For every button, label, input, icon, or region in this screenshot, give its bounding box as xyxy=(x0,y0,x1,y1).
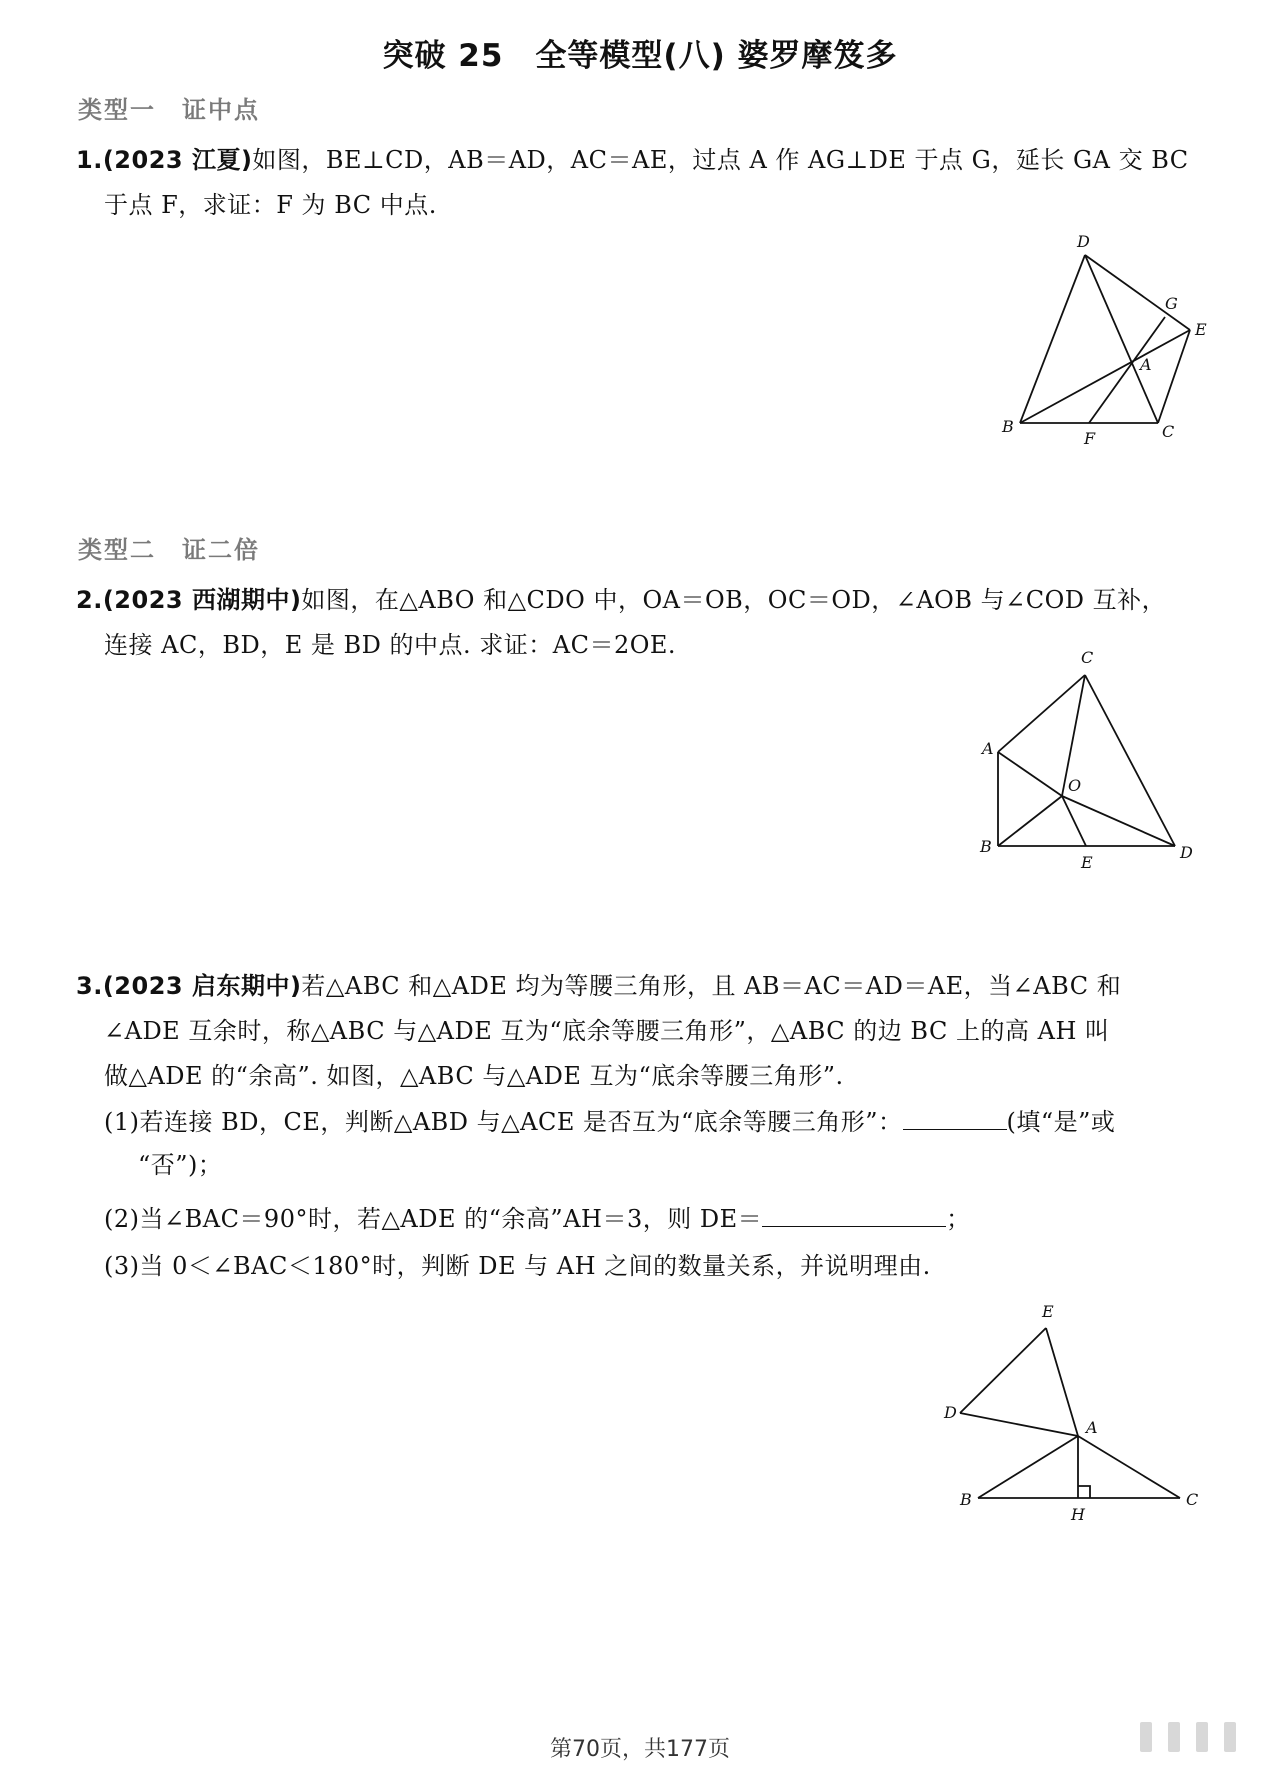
label-B: B xyxy=(960,1490,972,1509)
label-D: D xyxy=(1077,232,1090,251)
label-F: F xyxy=(1084,429,1096,448)
q3-part1-blank[interactable] xyxy=(903,1107,1007,1130)
q2-source: (2023 西湖期中) xyxy=(102,586,302,614)
seg-BE xyxy=(1020,330,1190,423)
seg-AO xyxy=(998,752,1062,796)
label-E: E xyxy=(1081,853,1093,872)
section-heading-one: 类型一 证中点 xyxy=(78,96,260,124)
label-O: O xyxy=(1068,776,1082,795)
q3-text-2: ∠ADE 互余时，称△ABC 与△ADE 互为“底余等腰三角形”，△ABC 的边 BC 上的高 AH 叫 xyxy=(104,1017,1110,1045)
label-B: B xyxy=(980,837,992,856)
q2-line-1 xyxy=(76,580,1166,615)
q2-text-1: 如图，在△ABO 和△CDO 中，OA＝OB，OC＝OD，∠AOB 与∠COD 互补， xyxy=(301,586,1167,614)
seg-CD xyxy=(1085,675,1175,846)
q2-number: 2. xyxy=(76,586,103,614)
q3-part3-text: (3)当 0＜∠BAC＜180°时，判断 DE 与 AH 之间的数量关系，并说明理由. xyxy=(104,1252,931,1280)
page-counter: 第70页，共177页 xyxy=(550,1737,730,1762)
q3-figure xyxy=(944,1300,1210,1530)
q3-part1-hint: (填“是”或 xyxy=(1006,1108,1116,1136)
right-angle-mark xyxy=(1078,1486,1090,1498)
seg-DB xyxy=(1020,255,1085,423)
q1-number: 1. xyxy=(76,146,103,174)
q1-source: (2023 江夏) xyxy=(102,146,253,174)
scan-artifact xyxy=(1224,1722,1236,1752)
q3-part1-text: (1)若连接 BD，CE，判断△ABD 与△ACE 是否互为“底余等腰三角形”： xyxy=(104,1108,903,1136)
q1-text-1: 如图，BE⊥CD，AB＝AD，AC＝AE，过点 A 作 AG⊥DE 于点 G，延长 GA 交 BC xyxy=(252,146,1189,174)
q1-line-1 xyxy=(76,140,1189,175)
scan-artifact xyxy=(1196,1722,1208,1752)
q3-source: (2023 启东期中) xyxy=(102,972,302,1000)
label-C: C xyxy=(1186,1490,1199,1509)
label-A: A xyxy=(1086,1418,1098,1437)
seg-OD xyxy=(1062,796,1175,846)
q3-part1-line xyxy=(104,1102,1115,1137)
page-title: 突破 25 全等模型(八) 婆罗摩笈多 xyxy=(382,38,898,74)
seg-DA xyxy=(960,1413,1078,1436)
label-G: G xyxy=(1165,294,1178,313)
q3-part1-hint-2: “否”)； xyxy=(138,1151,223,1179)
label-C: C xyxy=(1081,648,1094,667)
section-heading-two: 类型二 证二倍 xyxy=(78,536,260,564)
q3-text-1: 若△ABC 和△ADE 均为等腰三角形，且 AB＝AC＝AD＝AE，当∠ABC 和 xyxy=(301,972,1122,1000)
label-E: E xyxy=(1042,1302,1054,1321)
q3-part2-text: (2)当∠BAC＝90°时，若△ADE 的“余高”AH＝3，则 DE＝ xyxy=(104,1205,763,1233)
label-D: D xyxy=(944,1403,957,1422)
q2-text-2: 连接 AC，BD，E 是 BD 的中点. 求证：AC＝2OE. xyxy=(104,631,677,659)
label-A: A xyxy=(982,739,994,758)
label-E: E xyxy=(1195,320,1207,339)
scan-artifact xyxy=(1140,1722,1152,1752)
q3-line-1 xyxy=(76,966,1121,1001)
seg-ED xyxy=(960,1328,1046,1413)
label-H: H xyxy=(1071,1505,1085,1524)
seg-AC xyxy=(1078,1436,1180,1498)
q3-part2-blank[interactable] xyxy=(762,1204,946,1227)
q1-figure xyxy=(990,225,1220,455)
q3-part2-end: ； xyxy=(946,1205,971,1233)
label-D: D xyxy=(1180,843,1193,862)
q1-text-2: 于点 F，求证：F 为 BC 中点. xyxy=(104,191,437,219)
seg-AB xyxy=(978,1436,1078,1498)
seg-OE xyxy=(1062,796,1086,846)
seg-GF xyxy=(1089,317,1165,423)
scan-artifact xyxy=(1168,1722,1180,1752)
label-B: B xyxy=(1002,417,1014,436)
seg-BO xyxy=(998,796,1062,846)
q3-text-3: 做△ADE 的“余高”. 如图，△ABC 与△ADE 互为“底余等腰三角形”. xyxy=(104,1062,844,1090)
q3-number: 3. xyxy=(76,972,103,1000)
label-C: C xyxy=(1162,422,1175,441)
seg-EA xyxy=(1046,1328,1078,1436)
label-A: A xyxy=(1140,355,1152,374)
q3-part2-line xyxy=(104,1199,971,1234)
q2-figure xyxy=(970,650,1210,870)
